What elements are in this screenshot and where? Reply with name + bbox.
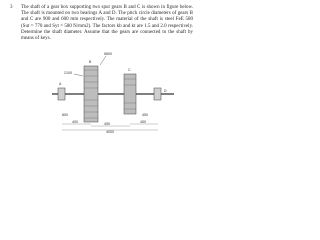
dim-label-1: 400 xyxy=(72,120,78,124)
dim-label-4: 4000 xyxy=(106,130,114,134)
dim-label-2: 450 xyxy=(104,122,110,126)
dim-label-3: 450 xyxy=(140,120,146,124)
bearing-a xyxy=(58,88,65,100)
label-a: A xyxy=(59,82,62,86)
force-arrow-left xyxy=(74,74,83,76)
gear-b xyxy=(84,66,98,122)
force-arrow-top xyxy=(100,56,106,65)
bearing-d xyxy=(154,88,161,100)
question-text: The shaft of a gear box supporting two spur gears B and C is shown in figure below. The shaft is mounted on two bearings A and D. The pitch circle diameters of gears B and C are 900 and 600 mm respectively. The material of the shaft is steel FeE 580 (Sut = 770 and Syt = 580 N/mm2). The factors kb and kt are 1.5 and 2.0 respectively. Determine the shaft diameter. Assume that the gears are connected to the shaft by means of keys. xyxy=(21,5,193,42)
label-c: C xyxy=(128,68,131,72)
gear-c xyxy=(124,74,136,114)
label-b: B xyxy=(89,60,92,64)
force-label-top: 5800 xyxy=(104,52,112,56)
force-label-bottom-left: 800 xyxy=(62,113,68,117)
question-number: 3 xyxy=(10,5,13,10)
force-label-left: 2100 xyxy=(64,71,72,75)
label-d: D xyxy=(164,89,167,93)
shaft-gear-diagram xyxy=(48,50,178,134)
force-label-bottom-right: 450 xyxy=(142,113,148,117)
